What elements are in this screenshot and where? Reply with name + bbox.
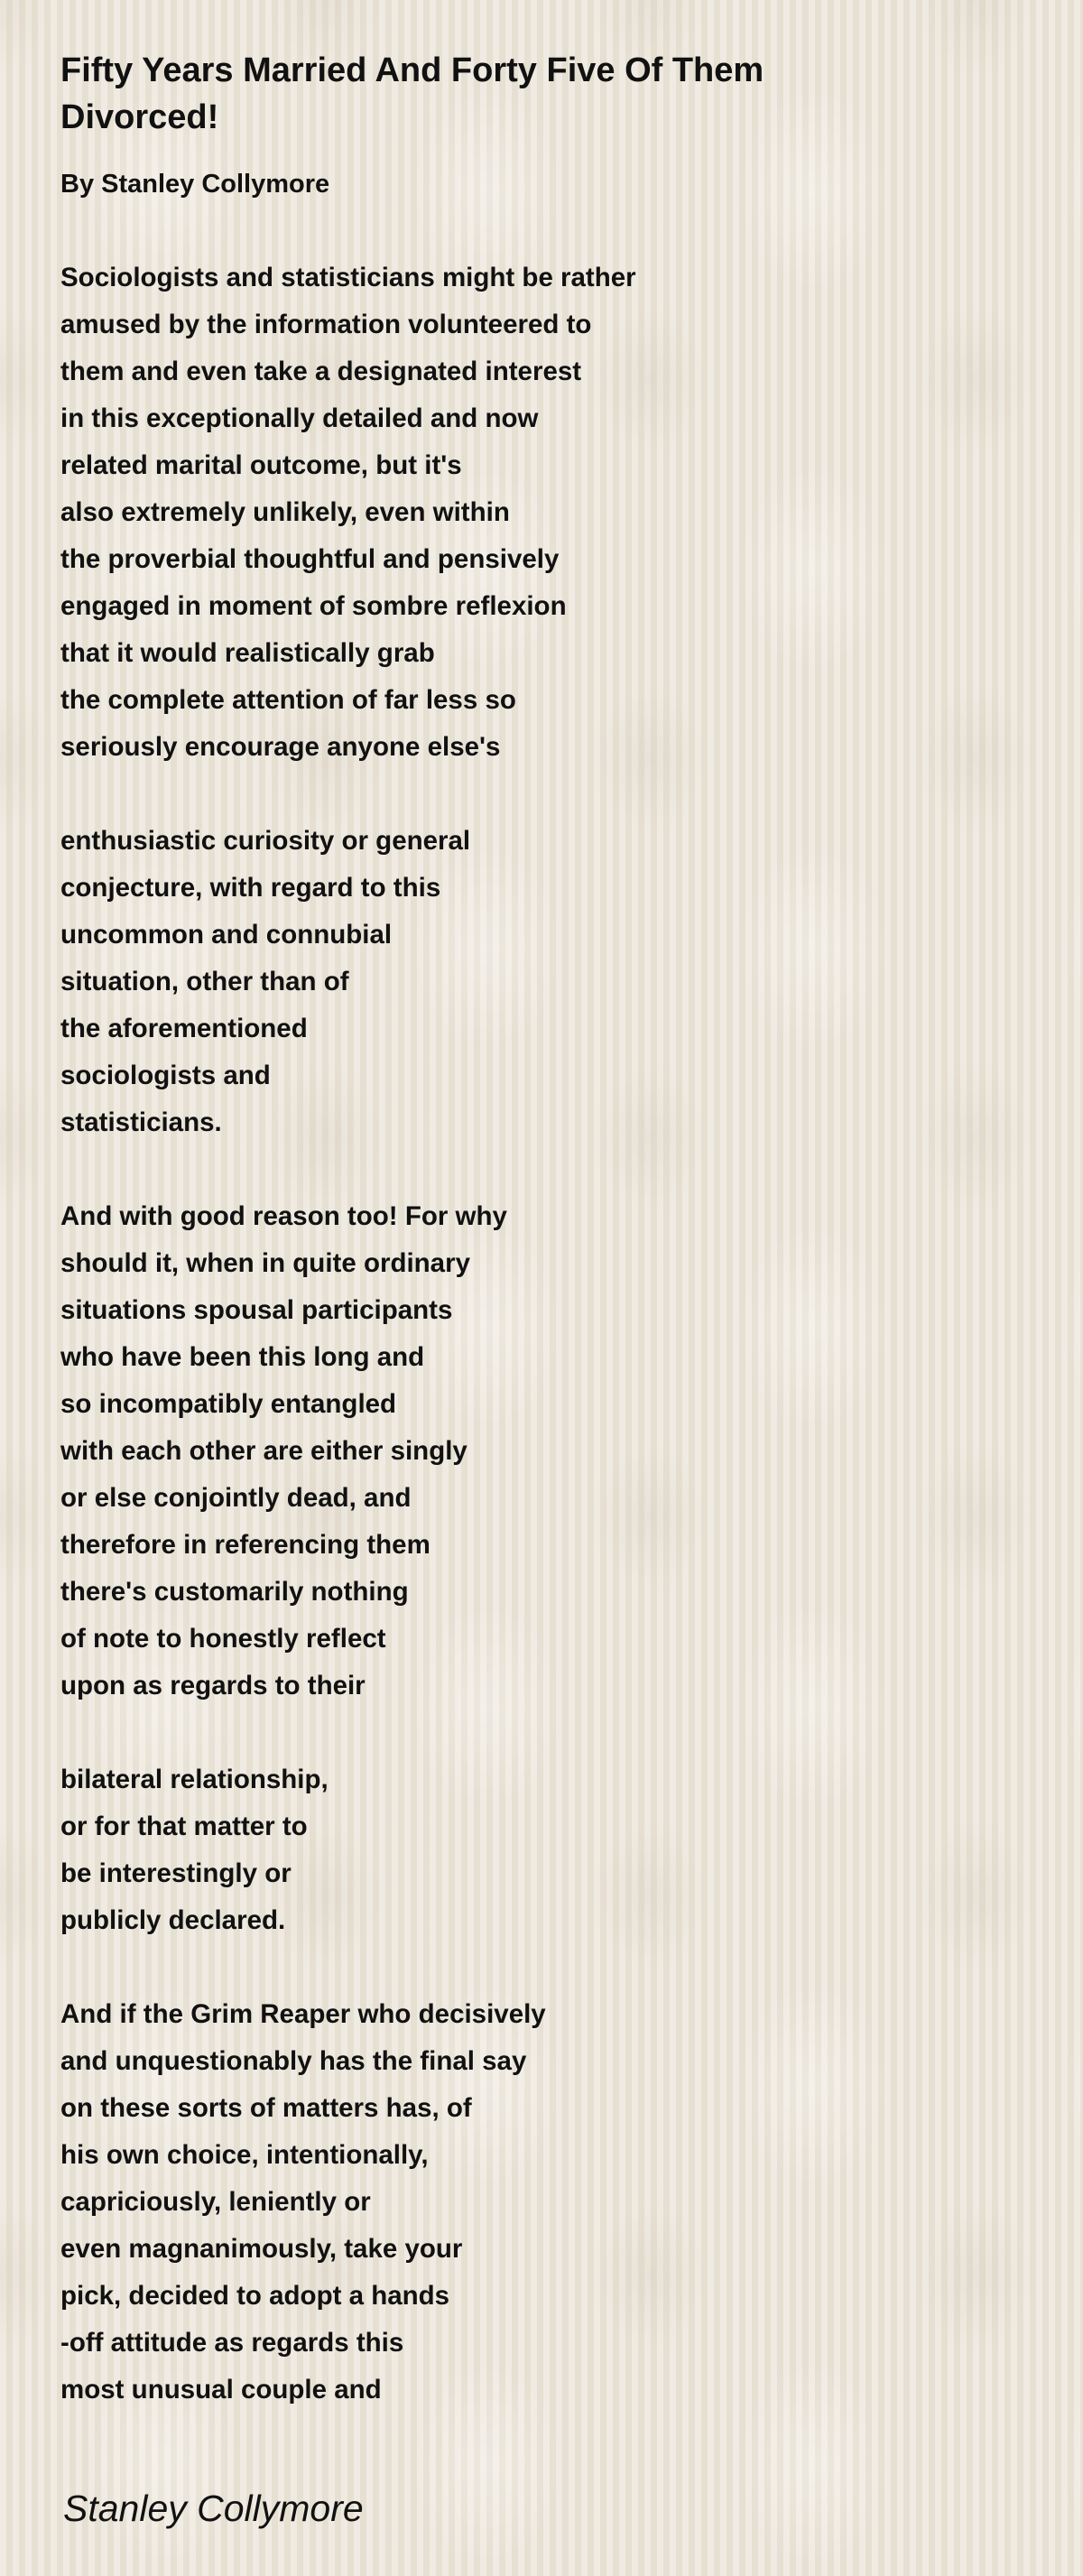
poem-byline: By Stanley Collymore [60, 170, 330, 199]
poem-line: bilateral relationship, [60, 1765, 329, 1794]
poem-line: sociologists and [60, 1061, 271, 1090]
poem-line: on these sorts of matters has, of [60, 2093, 472, 2123]
stanza [60, 1193, 1035, 1710]
poem-body [60, 255, 1035, 2414]
poem-line: And if the Grim Reaper who decisively [60, 1999, 546, 2029]
poem-line: of note to honestly reflect [60, 1624, 386, 1654]
poem-line: engaged in moment of sombre reflexion [60, 591, 567, 621]
poem-line: his own choice, intentionally, [60, 2140, 429, 2170]
poem-line: pick, decided to adopt a hands [60, 2281, 450, 2311]
poem-line: publicly declared. [60, 1905, 286, 1935]
poem-line: amused by the information volunteered to [60, 310, 592, 339]
poem-line: also extremely unlikely, even within [60, 497, 510, 527]
poem-page [60, 47, 1035, 2414]
poem-line: them and even take a designated interest [60, 357, 582, 386]
author-signature: Stanley Collymore [63, 2488, 364, 2529]
poem-line: who have been this long and [60, 1342, 425, 1372]
poem-line: And with good reason too! For why [60, 1201, 507, 1231]
poem-line: seriously encourage anyone else's [60, 732, 501, 762]
poem-line: uncommon and connubial [60, 920, 393, 950]
poem-line: related marital outcome, but it's [60, 450, 462, 480]
poem-line: the complete attention of far less so [60, 685, 516, 715]
poem-line: and unquestionably has the final say [60, 2046, 527, 2076]
poem-line: upon as regards to their [60, 1671, 366, 1700]
poem-line: in this exceptionally detailed and now [60, 403, 539, 433]
poem-line: situation, other than of [60, 967, 349, 996]
stanza [60, 818, 1035, 1146]
stanza [60, 1756, 1035, 1944]
poem-line: even magnanimously, take your [60, 2234, 463, 2264]
poem-line: -off attitude as regards this [60, 2328, 404, 2358]
poem-line: Sociologists and statisticians might be rather [60, 263, 636, 292]
poem-line: that it would realistically grab [60, 638, 435, 668]
poem-line: most unusual couple and [60, 2375, 382, 2405]
poem-line: be interestingly or [60, 1858, 292, 1888]
poem-line: should it, when in quite ordinary [60, 1248, 470, 1278]
stanza [60, 1991, 1035, 2414]
poem-line: there's customarily nothing [60, 1577, 409, 1607]
poem-line: situations spousal participants [60, 1295, 453, 1325]
poem-line: capriciously, leniently or [60, 2187, 371, 2217]
poem-line: therefore in referencing them [60, 1530, 430, 1560]
poem-line: with each other are either singly [60, 1436, 467, 1466]
poem-line: enthusiastic curiosity or general [60, 826, 471, 856]
poem-line: the aforementioned [60, 1014, 308, 1043]
poem-line: conjecture, with regard to this [60, 873, 441, 903]
poem-line: or else conjointly dead, and [60, 1483, 412, 1513]
poem-line: the proverbial thoughtful and pensively [60, 544, 560, 574]
poem-line: so incompatibly entangled [60, 1389, 397, 1419]
poem-title: Fifty Years Married And Forty Five Of Them Divorced! [60, 51, 764, 136]
poem-line: statisticians. [60, 1107, 222, 1137]
stanza [60, 255, 1035, 771]
poem-line: or for that matter to [60, 1812, 308, 1841]
